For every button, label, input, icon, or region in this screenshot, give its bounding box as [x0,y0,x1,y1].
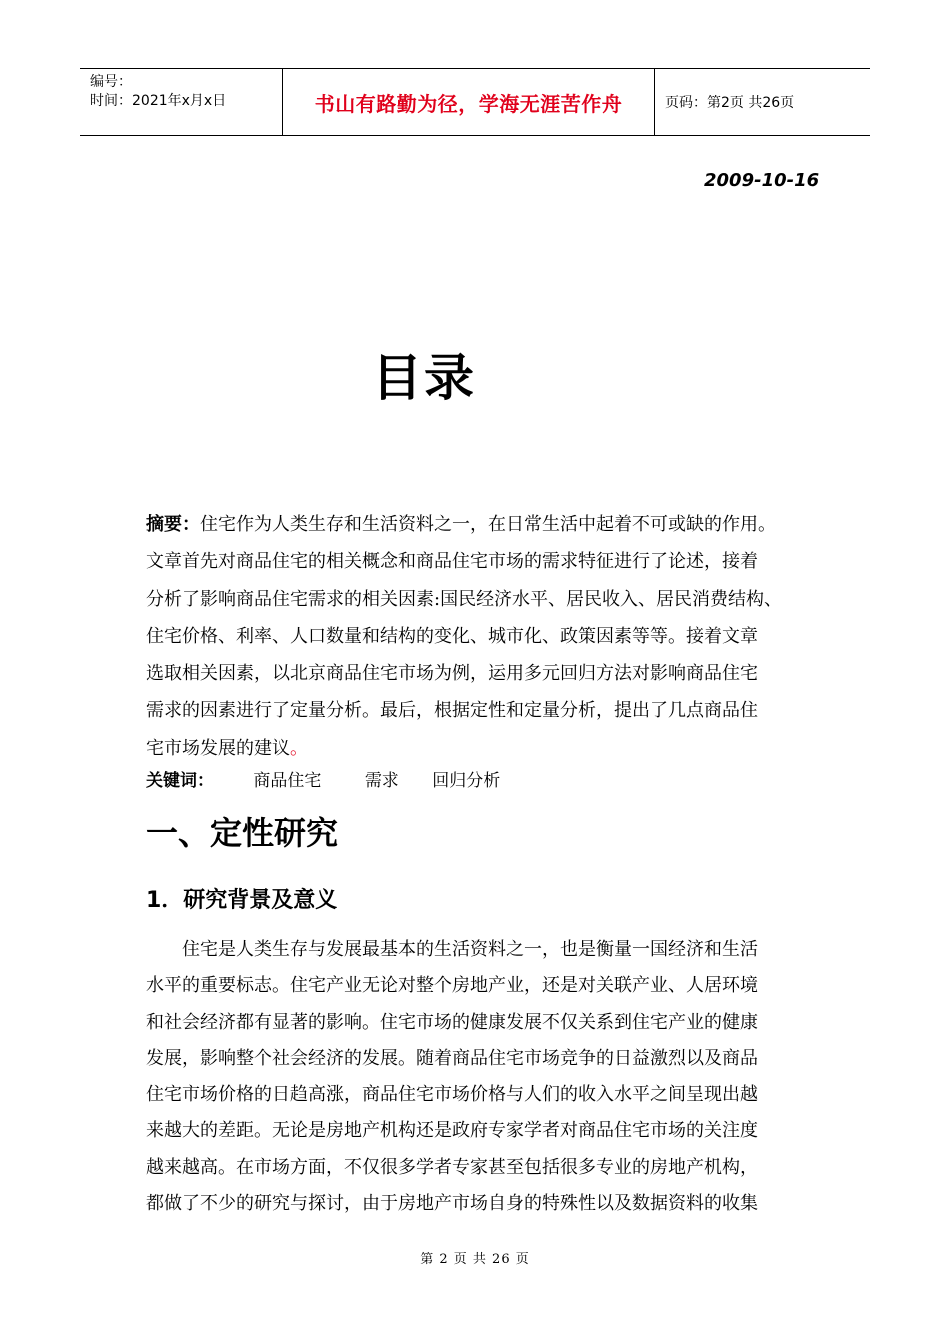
abstract-line: 住宅价格、利率、人口数量和结构的变化、城市化、政策因素等等。接着文章 [146,625,758,647]
body-paragraph [146,932,826,1222]
keyword: 需求 [364,771,399,791]
document-date: 2009-10-16 [704,170,820,191]
keywords [146,766,500,791]
abstract-line: 分析了影响商品住宅需求的相关因素:国民经济水平、居民收入、居民消费结构、 [146,588,783,610]
header-page-cell [655,69,870,135]
abstract-end-mark: 。 [290,737,308,759]
header-meta [80,69,282,135]
abstract-label: 摘要： [146,514,200,535]
keywords-label: 关键词： [146,771,214,791]
paragraph-line: 来越大的差距。无论是房地产机构还是政府专家学者对商品住宅市场的关注度 [146,1120,758,1142]
abstract-line: 需求的因素进行了定量分析。最后，根据定性和定量分析，提出了几点商品住 [146,700,758,722]
paragraph-line: 和社会经济都有显著的影响。住宅市场的健康发展不仅关系到住宅产业的健康 [146,1011,758,1033]
paragraph-line: 水平的重要标志。住宅产业无论对整个房地产业，还是对关联产业、人居环境 [146,975,758,997]
abstract-line: 摘要：住宅作为人类生存和生活资料之一，在日常生活中起着不可或缺的作用。 [146,514,776,535]
time-label: 时间：2021年x月x日 [90,93,227,109]
number-label: 编号： [90,74,132,90]
subsection-heading: 1．研究背景及意义 [146,888,338,913]
paragraph-line: 越来越高。在市场方面，不仅很多学者专家甚至包括很多专业的房地产机构， [146,1156,758,1178]
abstract-line: 文章首先对商品住宅的相关概念和商品住宅市场的需求特征进行了论述，接着 [146,551,758,573]
keyword: 商品住宅 [253,771,322,791]
motto: 书山有路勤为径，学海无涯苦作舟 [314,91,623,116]
document-header [80,68,870,136]
abstract-line: 选取相关因素，以北京商品住宅市场为例，运用多元回归方法对影响商品住宅 [146,663,758,685]
paragraph-line: 住宅市场价格的日趋高涨，商品住宅市场价格与人们的收入水平之间呈现出越 [146,1084,758,1106]
section-heading: 一、定性研究 [146,814,339,852]
keyword: 回归分析 [432,771,501,791]
paragraph-line: 发展，影响整个社会经济的发展。随着商品住宅市场竞争的日益激烈以及商品 [146,1047,758,1069]
header-motto-cell [282,69,655,135]
paragraph-line: 都做了不少的研究与探讨，由于房地产市场自身的特殊性以及数据资料的收集 [146,1193,758,1215]
page-footer: 第 2 页 共 26 页 [420,1252,530,1267]
paragraph-line: 住宅是人类生存与发展最基本的生活资料之一，也是衡量一国经济和生活 [182,939,758,960]
toc-title: 目录 [372,349,476,407]
abstract-line: 宅市场发展的建议。 [146,737,308,759]
page-info: 页码：第2页 共26页 [665,95,795,111]
abstract [146,506,826,767]
